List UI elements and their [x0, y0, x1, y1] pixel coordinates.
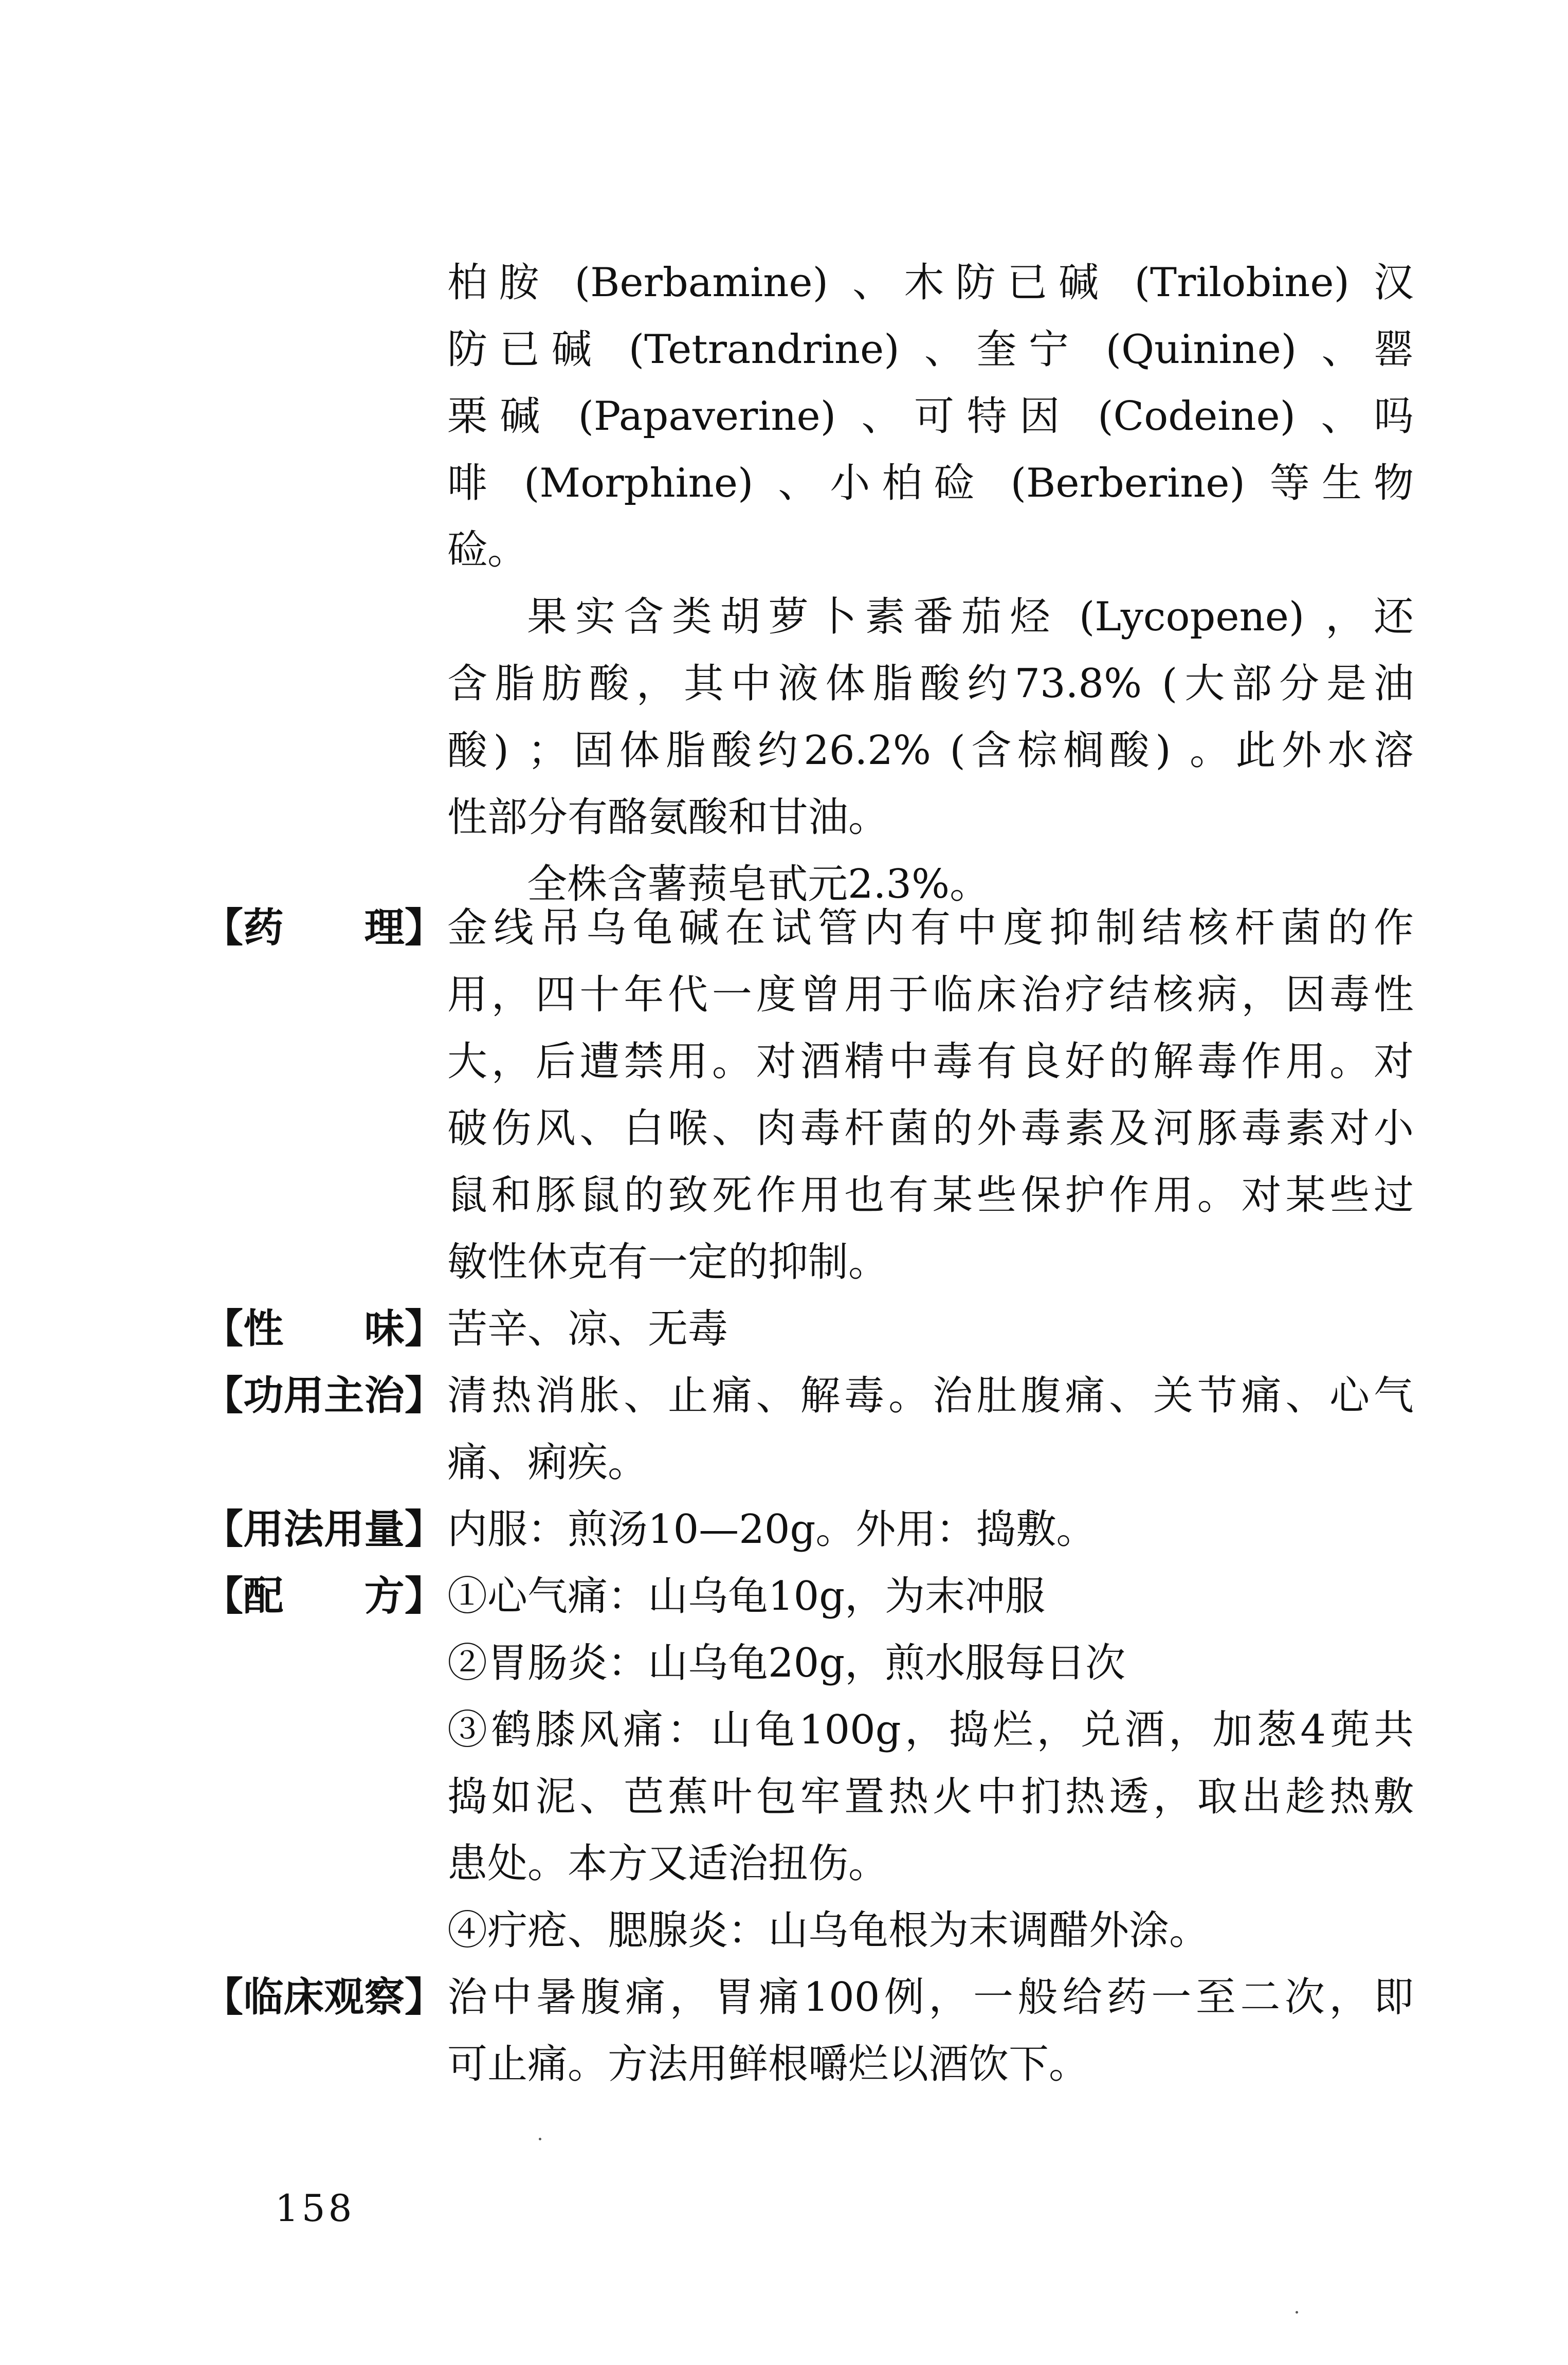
- pharmacology-line-2: 用，四十年代一度曾用于临床治疗结核病，因毒性: [447, 972, 1414, 1018]
- section-label-usage-dosage: 【用法用量】: [203, 1506, 445, 1553]
- prescription-line-5: 患处。本方又适治扭伤。: [447, 1841, 889, 1887]
- usage-dosage-line-1: 内服：煎汤10—20g。外用：捣敷。: [447, 1506, 1097, 1553]
- prescription-line-2: ②胃肠炎：山乌龟20g，煎水服每日次: [447, 1640, 1126, 1686]
- whole-plant-line: 全株含薯蓣皂甙元2.3%。: [527, 861, 990, 907]
- fruit-line-1: 果实含类胡萝卜素番茄烃 (Lycopene) ，还: [527, 594, 1414, 640]
- fruit-line-2: 含脂肪酸，其中液体脂酸约73.8% (大部分是油: [447, 661, 1414, 707]
- pharmacology-line-1: 金线吊乌龟碱在试管内有中度抑制结核杆菌的作: [447, 905, 1414, 951]
- pharmacology-line-3: 大，后遭禁用。对酒精中毒有良好的解毒作用。对: [447, 1039, 1414, 1085]
- prescription-line-1: ①心气痛：山乌龟10g，为末冲服: [447, 1573, 1046, 1620]
- scan-speck: [1296, 2311, 1298, 2314]
- section-label-prescriptions: 【配 方】: [203, 1573, 445, 1620]
- fruit-line-3: 酸) ；固体脂酸约26.2% (含棕榈酸) 。此外水溶: [447, 727, 1414, 774]
- scan-speck: [539, 2138, 541, 2140]
- intro-line-2: 防已碱 (Tetrandrine) 、奎宁 (Quinine) 、罂: [447, 326, 1414, 373]
- functions-line-2: 痛、痢疾。: [447, 1440, 648, 1486]
- prescription-line-3: ③鹤膝风痛：山龟100g，捣烂，兑酒，加葱4蔸共: [447, 1707, 1414, 1753]
- nature-flavor-line-1: 苦辛、凉、无毒: [447, 1306, 728, 1352]
- prescription-line-4: 捣如泥、芭蕉叶包牢置热火中扪热透，取出趁热敷: [447, 1774, 1414, 1820]
- intro-line-5: 硷。: [447, 527, 528, 573]
- intro-line-3: 栗碱 (Papaverine) 、可特因 (Codeine) 、吗: [447, 393, 1414, 440]
- section-label-nature-flavor: 【性 味】: [203, 1306, 445, 1352]
- pharmacology-line-5: 鼠和豚鼠的致死作用也有某些保护作用。对某些过: [447, 1172, 1414, 1218]
- pharmacology-line-4: 破伤风、白喉、肉毒杆菌的外毒素及河豚毒素对小: [447, 1105, 1414, 1152]
- clinical-line-2: 可止痛。方法用鲜根嚼烂以酒饮下。: [447, 2041, 1089, 2087]
- section-label-functions: 【功用主治】: [203, 1373, 445, 1419]
- fruit-line-4: 性部分有酪氨酸和甘油。: [447, 794, 889, 841]
- functions-line-1: 清热消胀、止痛、解毒。治肚腹痛、关节痛、心气: [447, 1373, 1414, 1419]
- intro-line-1: 柏胺 (Berbamine) 、木防已碱 (Trilobine) 汉: [447, 260, 1414, 306]
- clinical-line-1: 治中暑腹痛，胃痛100例，一般给药一至二次，即: [447, 1974, 1414, 2021]
- intro-line-4: 啡 (Morphine) 、小柏硷 (Berberine) 等生物: [447, 460, 1414, 506]
- prescription-line-6: ④疔疮、腮腺炎：山乌龟根为末调醋外涂。: [447, 1907, 1210, 1954]
- section-label-clinical: 【临床观察】: [203, 1974, 445, 2021]
- pharmacology-line-6: 敏性休克有一定的抑制。: [447, 1239, 889, 1285]
- section-label-pharmacology: 【药 理】: [203, 905, 445, 951]
- page-number: 158: [275, 2187, 355, 2230]
